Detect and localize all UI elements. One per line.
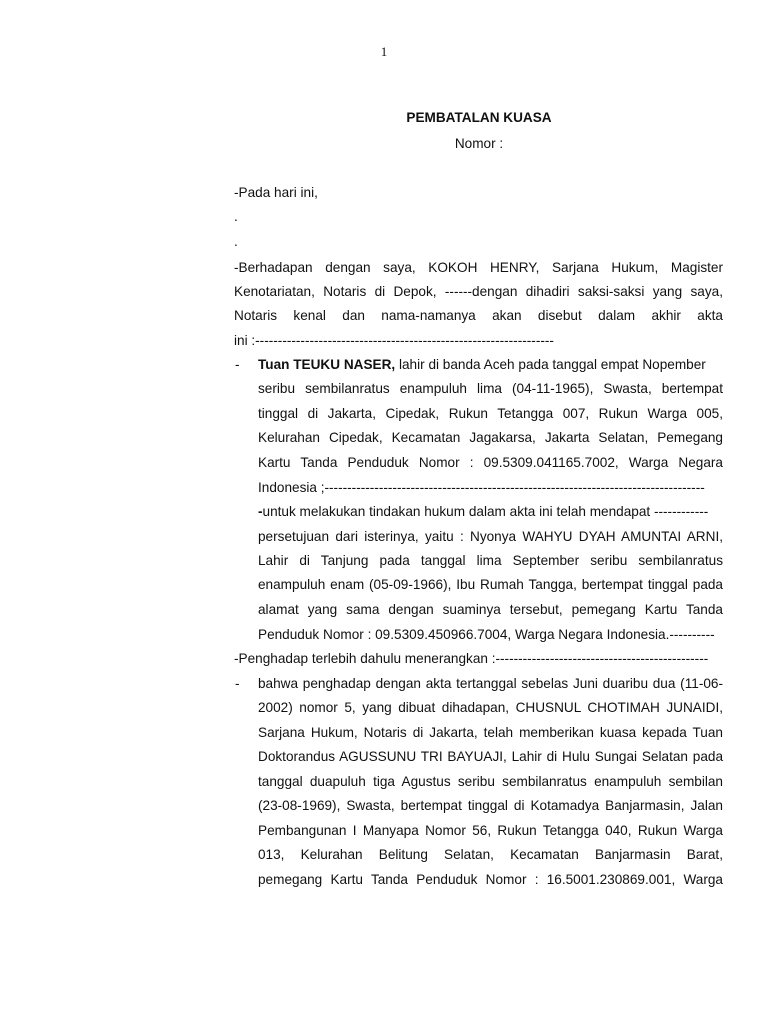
text-line: -Berhadapan dengan saya, KOKOH HENRY, Sarjana Hukum, Magister xyxy=(234,260,723,275)
list-item-line: (23-08-1969), Swasta, bertempat tinggal di Kotamadya Banjarmasin, Jalan xyxy=(258,798,723,813)
list-item-line xyxy=(258,504,708,519)
document-title: PEMBATALAN KUASA xyxy=(406,110,552,125)
list-item-line: seribu sembilanratus enampuluh lima (04-11-1965), Swasta, bertempat xyxy=(258,381,723,396)
list-item-line: persetujuan dari isterinya, yaitu : Nyonya WAHYU DYAH AMUNTAI ARNI, xyxy=(258,529,723,544)
list-item-line: 2002) nomor 5, yang dibuat dihadapan, CHUSNUL CHOTIMAH JUNAIDI, xyxy=(258,700,723,715)
text-line: . xyxy=(234,209,238,224)
list-item-line xyxy=(258,357,706,372)
list-item-line: enampuluh enam (05-09-1966), Ibu Rumah Tangga, bertempat tinggal pada xyxy=(258,577,723,592)
list-bullet: - xyxy=(235,357,240,372)
document-number-label: Nomor : xyxy=(454,136,504,151)
list-item-line: Indonesia ;------------------------------------------------------------------------------------ xyxy=(258,480,705,495)
list-item-line: tinggal di Jakarta, Cipedak, Rukun Tetangga 007, Rukun Warga 005, xyxy=(258,406,723,421)
list-item-line: Kartu Tanda Penduduk Nomor : 09.5309.041165.7002, Warga Negara xyxy=(258,455,723,470)
list-item-line: tanggal duapuluh tiga Agustus seribu sembilanratus enampuluh sembilan xyxy=(258,774,723,789)
text-span: untuk melakukan tindakan hukum dalam akta ini telah mendapat ------------ xyxy=(262,504,709,519)
text-line: . xyxy=(234,234,238,249)
list-item-line: Pembangunan I Manyapa Nomor 56, Rukun Tetangga 040, Rukun Warga xyxy=(258,823,723,838)
list-item-line: Doktorandus AGUSSUNU TRI BAYUAJI, Lahir di Hulu Sungai Selatan pada xyxy=(258,749,723,764)
list-bullet: - xyxy=(235,676,240,691)
list-item-line: Sarjana Hukum, Notaris di Jakarta, telah memberikan kuasa kepada Tuan xyxy=(258,725,723,740)
text-span: lahir di banda Aceh pada tanggal empat Nopember xyxy=(395,357,706,372)
text-line: ini :------------------------------------------------------------------ xyxy=(234,333,554,348)
text-line: Notaris kenal dan nama-namanya akan disebut dalam akhir akta xyxy=(234,308,723,323)
page-number: 1 xyxy=(380,44,388,59)
text-line: -Penghadap terlebih dahulu menerangkan :----------------------------------------------- xyxy=(234,651,709,666)
text-line: Kenotariatan, Notaris di Depok, ------dengan dihadiri saksi-saksi yang saya, xyxy=(234,284,723,299)
list-item-line: Kelurahan Cipedak, Kecamatan Jagakarsa, Jakarta Selatan, Pemegang xyxy=(258,430,723,445)
list-item-line: pemegang Kartu Tanda Penduduk Nomor : 16.5001.230869.001, Warga xyxy=(258,872,723,887)
list-item-line: 013, Kelurahan Belitung Selatan, Kecamatan Banjarmasin Barat, xyxy=(258,847,723,862)
list-item-line: Lahir di Tanjung pada tanggal lima September seribu sembilanratus xyxy=(258,553,723,568)
list-item-line: Penduduk Nomor : 09.5309.450966.7004, Warga Negara Indonesia.---------- xyxy=(258,627,715,642)
list-item-line: bahwa penghadap dengan akta tertanggal sebelas Juni duaribu dua (11-06- xyxy=(258,676,723,691)
party-name: Tuan TEUKU NASER, xyxy=(258,357,396,372)
list-item-line: alamat yang sama dengan suaminya tersebut, pemegang Kartu Tanda xyxy=(258,602,723,617)
text-line: -Pada hari ini, xyxy=(234,185,318,200)
text-span: - xyxy=(258,504,263,519)
